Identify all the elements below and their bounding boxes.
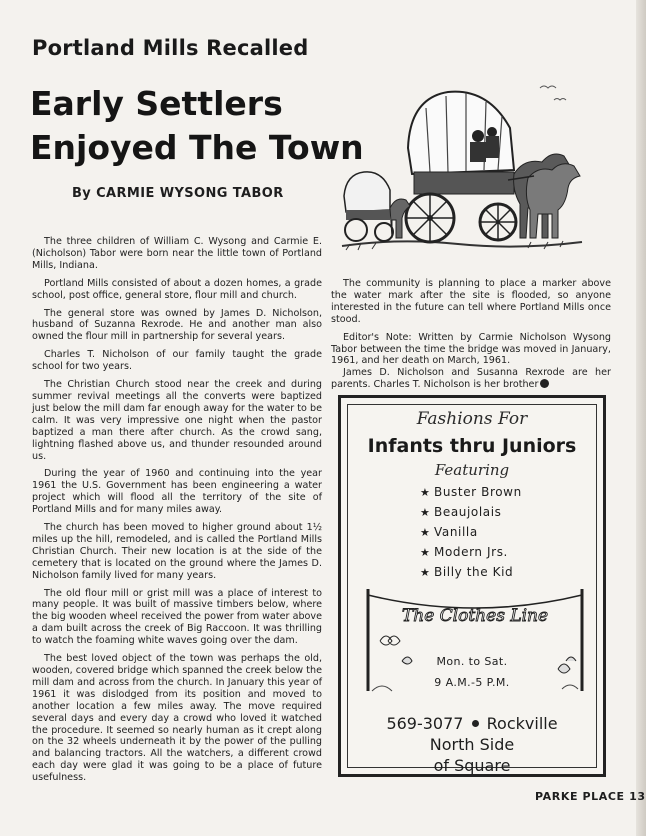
brand-name: Modern Jrs. [434, 545, 508, 559]
paragraph: The community is planning to place a marker above the water mark after the site is flooded, so anyone interested in the future can tell where Portland Mills once stood. [331, 278, 611, 325]
paragraph-closing [331, 367, 611, 391]
advertisement-clothes-line [338, 395, 606, 777]
page-footer: PARKE PLACE 13 [535, 790, 646, 803]
paragraph: The general store was owned by James D. Nicholson, husband of Suzanna Rexrode. He and another man also owned the flour mill in partnership for several years. [32, 307, 322, 343]
ad-town: Rockville [486, 714, 558, 733]
paragraph: During the year of 1960 and continuing into the year 1961 the U.S. Government has been engineering a water project which will flood all the territory of the site of Portland Mills and for many miles away. [32, 468, 322, 516]
end-mark-icon [540, 379, 549, 388]
ad-hours: 9 A.M.-5 P.M. [434, 676, 510, 689]
paragraph: Charles T. Nicholson of our family taught the grade school for two years. [32, 349, 322, 373]
star-icon: ★ [420, 566, 431, 579]
ad-title: Infants thru Juniors [367, 435, 577, 457]
paragraph: The Christian Church stood near the creek and during summer revival meetings all the converts were baptized just below the mill dam far enough away for the water to be calm. It was very impressive one night when the pastor baptized a man there after church. As the crowd sang, lightning flashed above us, and thunder resounded around us. [32, 379, 322, 462]
paragraph: The old flour mill or grist mill was a place of interest to many people. It was built of massive timbers below, where the big wooden wheel received the power from water above a dam built across the creek of Big Raccoon. It was thrilling to watch the foaming white waves going over the dam. [32, 587, 322, 647]
article-headline [30, 82, 364, 170]
ad-featuring: Featuring [434, 461, 510, 479]
brand-item [420, 485, 600, 505]
ad-fashions-for: Fashions For [416, 409, 528, 429]
headline-line-1: Early Settlers [30, 84, 283, 123]
byline: By CARMIE WYSONG TABOR [72, 186, 284, 201]
ad-days: Mon. to Sat. [436, 655, 508, 668]
ad-phone: 569-3077 [386, 714, 464, 733]
brand-name: Billy the Kid [434, 565, 514, 579]
brand-list [420, 485, 600, 585]
ad-address-line-1: North Side [429, 735, 515, 754]
paragraph: The church has been moved to higher ground about 1½ miles up the hill, remodeled, and is called the Portland Mills Christian Church. Their new location is at the side of the cemetery that is located on the ground where the James D. Nicholson family lived for many years. [32, 522, 322, 581]
ad-border [347, 404, 597, 775]
brand-name: Beaujolais [434, 505, 502, 519]
paragraph: The three children of William C. Wysong and Carmie E. (Nicholson) Tabor were born near the little town of Portland Mills, Indiana. [32, 236, 322, 271]
headline-line-2: Enjoyed The Town [30, 128, 364, 167]
star-icon: ★ [420, 486, 431, 499]
article-column-right [331, 278, 611, 397]
article-column-left [32, 236, 322, 790]
closing-text: James D. Nicholson and Susanna Rexrode are her parents. Charles T. Nicholson is her brother [331, 367, 611, 391]
article-kicker: Portland Mills Recalled [32, 36, 309, 60]
brand-name: Buster Brown [434, 485, 522, 499]
paragraph: Portland Mills consisted of about a dozen homes, a grade school, post office, general store, flour mill and church. [32, 277, 322, 301]
page-edge [636, 0, 646, 836]
ad-phone-town [348, 713, 596, 734]
paragraph: The best loved object of the town was perhaps the old, wooden, covered bridge which spanned the creek below the mill dam and across from the church. In January this year of 1961 it was dislodged from its position and moved to another location a few miles away. The move required several days and every day a crowd who loved it watched the procedure. It seemed so nearly human as it crept along on the 32 wheels underneath it by the power of the pulling and balancing tractors. All the watchers, a different crowd each day were glad it was going to be a place of future usefulness. [32, 653, 322, 784]
brand-name: Vanilla [434, 525, 478, 539]
covered-wagon-illustration [338, 78, 586, 258]
star-icon: ★ [420, 546, 431, 559]
editors-note: Editor's Note: Written by Carmie Nicholson Wysong Tabor between the time the bridge was moved in January, 1961, and her death on March, 1961. [331, 331, 611, 367]
brand-item [420, 545, 600, 565]
star-icon: ★ [420, 506, 431, 519]
ad-address-line-2: of Square [433, 756, 511, 775]
star-icon: ★ [420, 526, 431, 539]
sign-text: The Clothes Line [401, 606, 549, 626]
brand-item [420, 505, 600, 525]
brand-item [420, 525, 600, 545]
bullet-icon [472, 720, 479, 727]
